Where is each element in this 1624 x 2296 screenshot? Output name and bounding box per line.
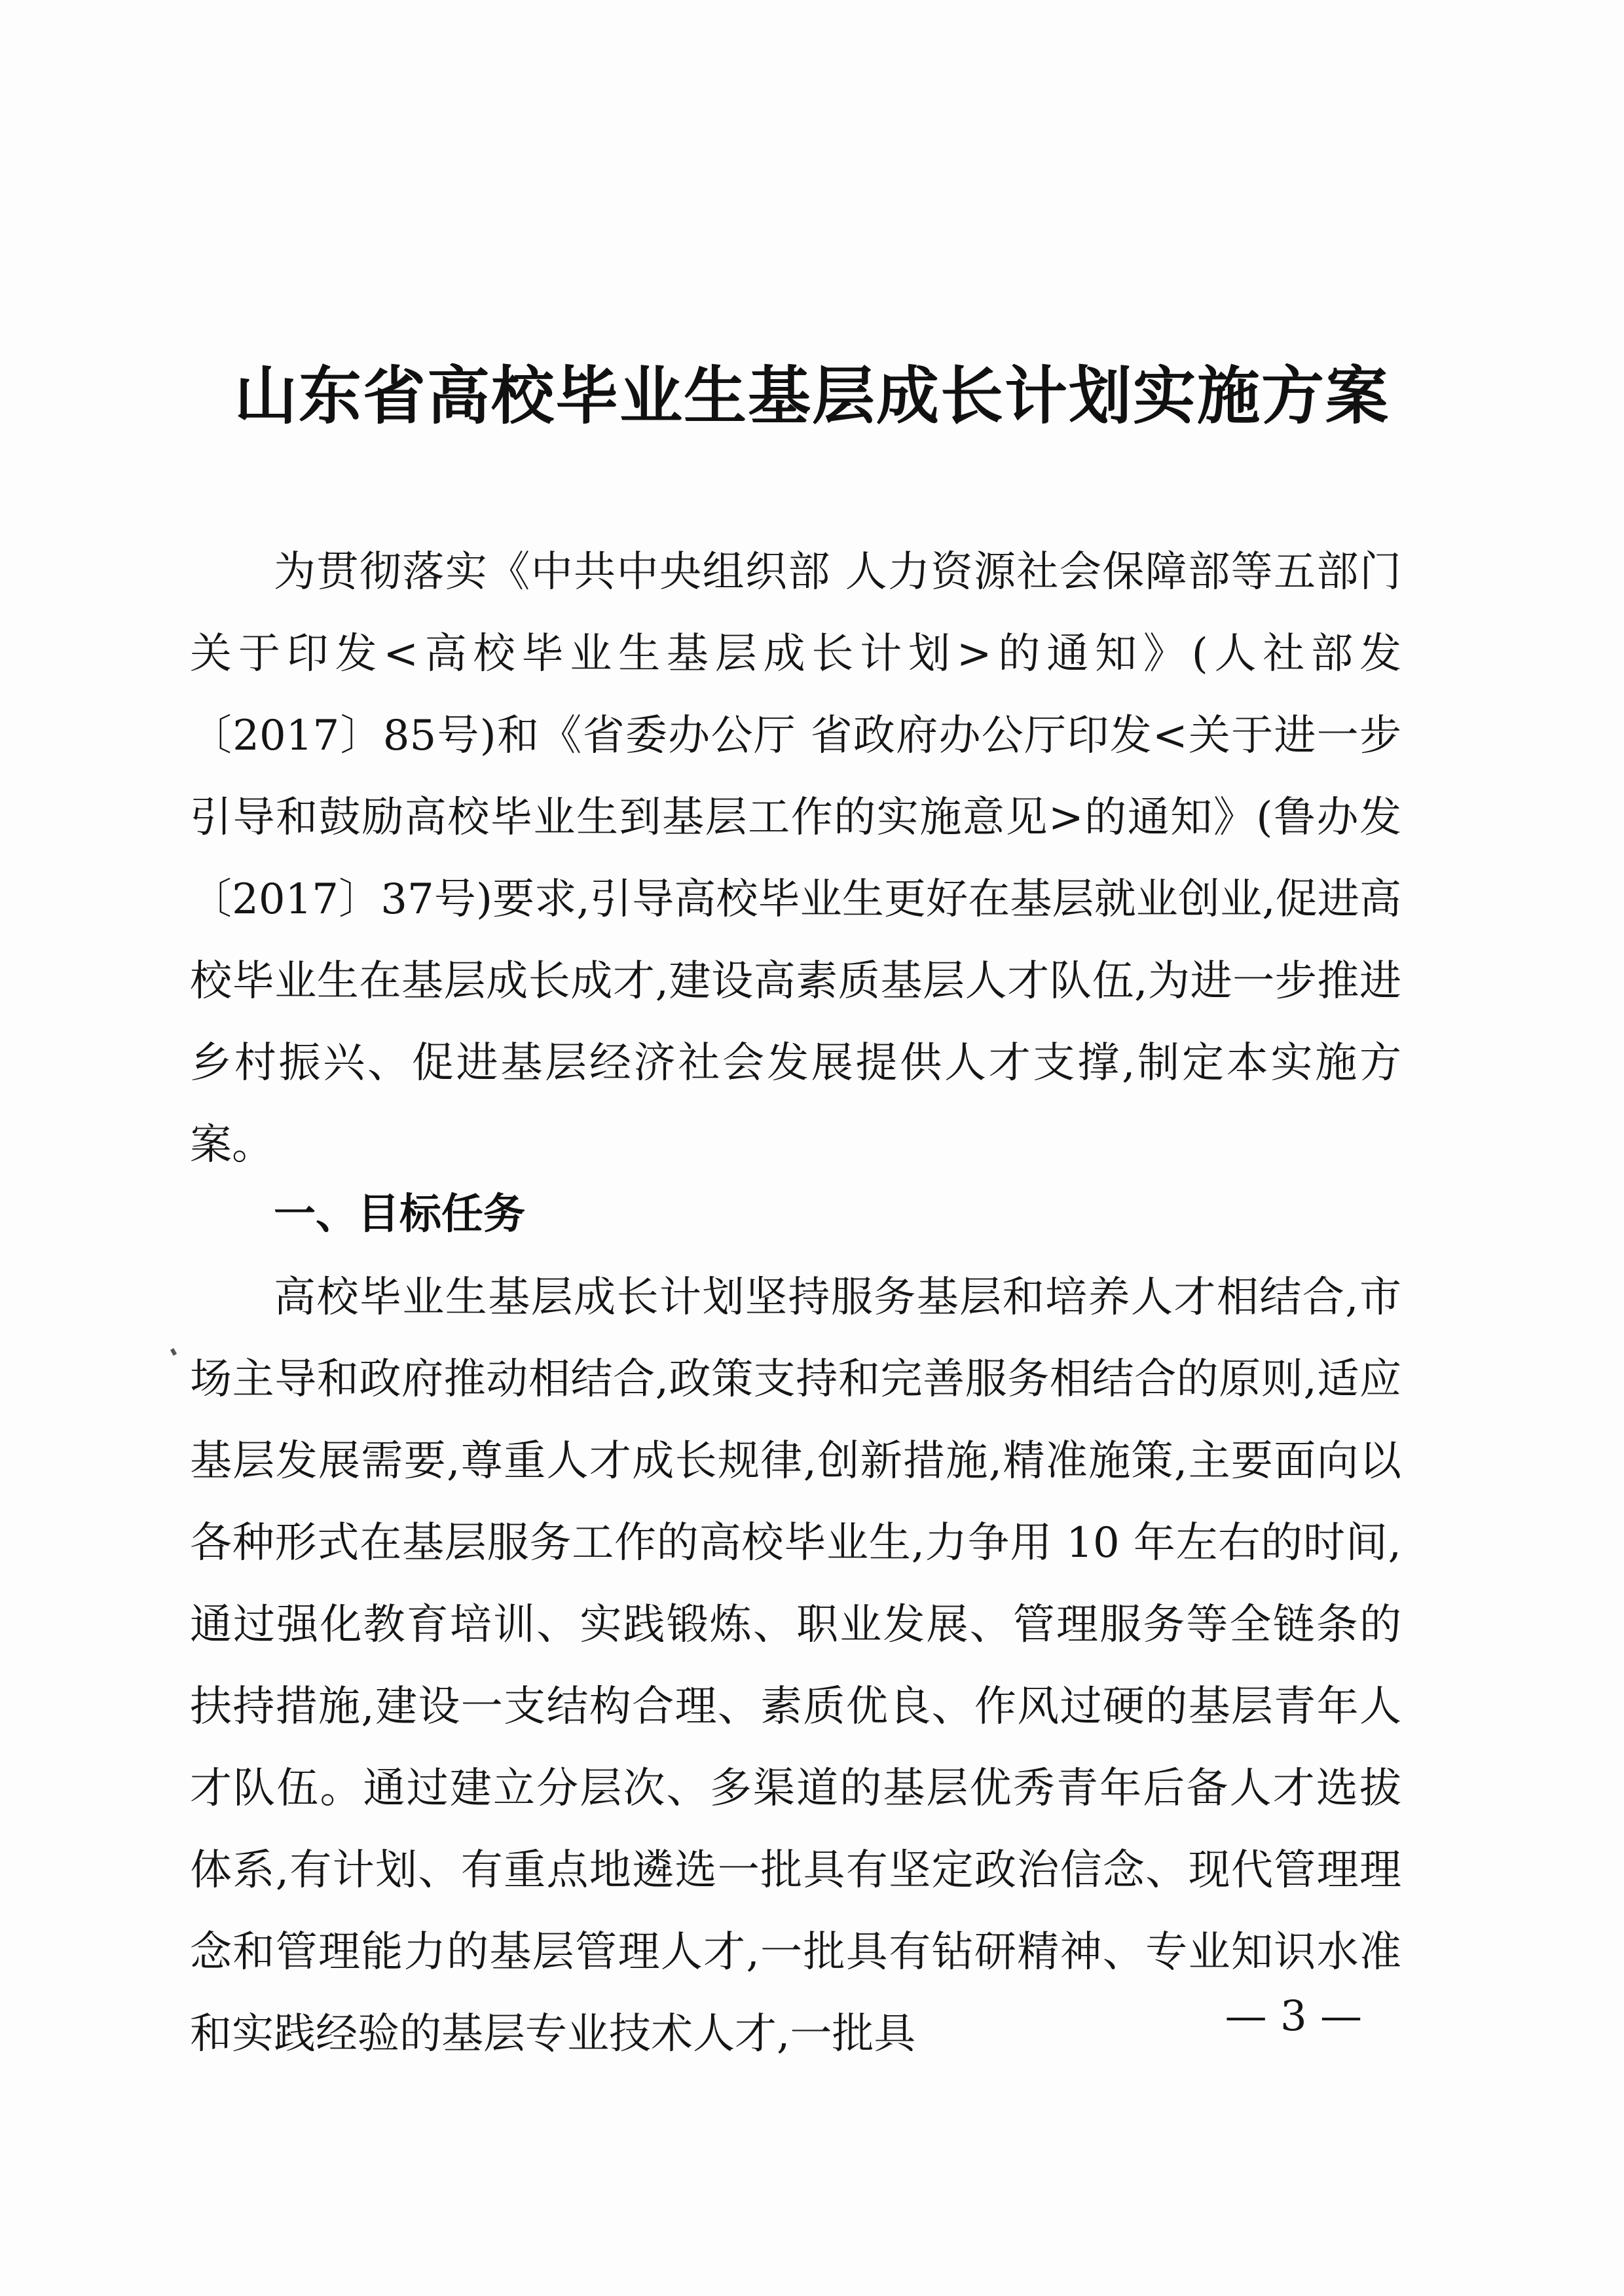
document-title: 山东省高校毕业生基层成长计划实施方案 bbox=[234, 359, 1390, 433]
target-paragraph: 高校毕业生基层成长计划坚持服务基层和培养人才相结合,市场主导和政府推动相结合,政策支持和完善服务相结合的原则,适应基层发展需要,尊重人才成长规律,创新措施,精准施策,主要面向以各种形式在基层服务工作的高校毕业生,力争用 10 年左右的时间,通过强化教育培训、实践锻炼、职业发展、管理服务等全链条的扶持措施,建设一支结构合理、素质优良、作风过硬的基层青年人才队伍。通过建立分层次、多渠道的基层优秀青年后备人才选拔体系,有计划、有重点地遴选一批具有坚定政治信念、现代管理理念和管理能力的基层管理人才,一批具有钻研精神、专业知识水准和实践经验的基层专业技术人才,一批具 bbox=[190, 1273, 1401, 2058]
page-number: — 3 — bbox=[1225, 1992, 1362, 2041]
intro-paragraph: 为贯彻落实《中共中央组织部 人力资源社会保障部等五部门关于印发<高校毕业生基层成长计划>的通知》(人社部发〔2017〕85号)和《省委办公厅 省政府办公厅印发<关于进一步引导和鼓励高校毕业生到基层工作的实施意见>的通知》(鲁办发〔2017〕37号)要求,引导高校毕业生更好在基层就业创业,促进高校毕业生在基层成长成才,建设高素质基层人才队伍,为进一步推进乡村振兴、促进基层经济社会发展提供人才支撑,制定本实施方案。 bbox=[190, 548, 1401, 1169]
scan-artifact-mark bbox=[170, 1348, 177, 1356]
section-heading: 一、目标任务 bbox=[274, 1190, 525, 1239]
